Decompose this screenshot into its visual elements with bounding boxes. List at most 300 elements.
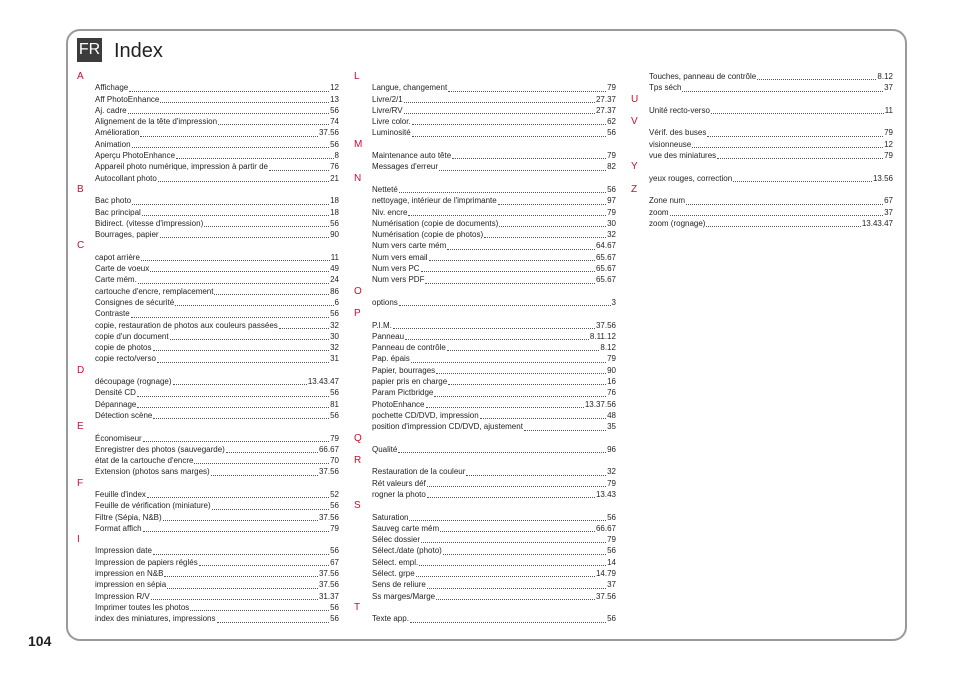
- index-entry-page: 37.56: [318, 580, 339, 590]
- index-entry-page: 18: [330, 196, 339, 206]
- dot-leader: [499, 225, 606, 227]
- section-letter: I: [77, 534, 80, 546]
- index-entry-page: 56: [330, 105, 339, 115]
- index-entry-page: 37.56: [318, 128, 339, 138]
- index-entry-page: 56: [330, 309, 339, 319]
- index-entry: [631, 218, 893, 229]
- index-entry-page: 37.56: [318, 512, 339, 522]
- dot-leader: [524, 429, 606, 431]
- index-entry-term: Livre/RV: [372, 105, 403, 115]
- index-entry-term: Numérisation (copie de photos): [372, 230, 484, 240]
- index-entry-page: 52: [330, 489, 339, 499]
- index-entry-page: 81: [330, 399, 339, 409]
- index-entry-page: 66.67: [318, 444, 339, 454]
- index-entry-term: vue des miniatures: [649, 151, 717, 161]
- index-entry-page: 30: [607, 218, 616, 228]
- dot-leader: [421, 270, 595, 272]
- index-entry: [631, 139, 893, 150]
- index-entry: [77, 444, 339, 455]
- section-letter: Y: [631, 161, 638, 173]
- dot-leader: [128, 112, 330, 114]
- index-entry: [77, 557, 339, 568]
- dot-leader: [163, 519, 318, 521]
- index-entry-page: 64.67: [595, 241, 616, 251]
- index-entry-term: Vérif. des buses: [649, 128, 707, 138]
- index-entry-term: Papier, bourrages: [372, 365, 436, 375]
- index-entry: [354, 545, 616, 556]
- index-entry-term: copie recto/verso: [95, 354, 156, 364]
- index-entry-page: 12: [330, 83, 339, 93]
- index-entry-term: Impression de papiers réglés: [95, 557, 198, 567]
- index-entry-page: 67: [330, 557, 339, 567]
- index-entry-page: 79: [330, 523, 339, 533]
- index-entry-term: Messages d'erreur: [372, 162, 438, 172]
- index-entry-term: Carte de voeux: [95, 264, 150, 274]
- section-letter: E: [77, 421, 84, 433]
- index-entry: [354, 466, 616, 477]
- index-entry-term: découpage (rognage): [95, 377, 172, 387]
- index-entry-page: 56: [330, 602, 339, 612]
- dot-leader: [140, 135, 318, 137]
- dot-leader: [484, 236, 606, 238]
- index-entry-page: 6: [334, 297, 339, 307]
- index-entry-term: Dépannage: [95, 399, 137, 409]
- index-entry: [354, 127, 616, 138]
- index-entry-term: Sélec dossier: [372, 535, 421, 545]
- index-entry-term: Num vers PDF: [372, 275, 425, 285]
- index-entry-term: visionneuse: [649, 139, 692, 149]
- index-entry-term: Extension (photos sans marges): [95, 467, 210, 477]
- index-entry-term: Maintenance auto tête: [372, 151, 452, 161]
- index-entry-page: 65.67: [595, 275, 616, 285]
- index-entry-term: Appareil photo numérique, impression à partir de: [95, 162, 268, 172]
- section-letter: R: [354, 455, 362, 467]
- index-entry-term: PhotoEnhance: [372, 399, 425, 409]
- index-entry-term: Rét valeurs déf: [372, 478, 426, 488]
- dot-leader: [447, 248, 595, 250]
- page-number: 104: [28, 633, 52, 649]
- index-entry: [354, 489, 616, 500]
- index-entry: [631, 105, 893, 116]
- index-entry-term: Niv. encre: [372, 207, 408, 217]
- dot-leader: [175, 304, 333, 306]
- section-letter: U: [631, 93, 639, 105]
- index-entry-page: 56: [607, 184, 616, 194]
- index-entry-page: 11: [330, 252, 339, 262]
- index-entry-term: Contraste: [95, 309, 130, 319]
- index-entry-term: Panneau: [372, 331, 405, 341]
- dot-leader: [398, 451, 606, 453]
- index-entry: [354, 195, 616, 206]
- index-entry: [354, 240, 616, 251]
- index-entry-page: 79: [330, 433, 339, 443]
- dot-leader: [405, 338, 589, 340]
- section-letter: C: [77, 240, 85, 252]
- language-badge: FR: [77, 38, 102, 62]
- index-entry: [77, 433, 339, 444]
- index-entry: [77, 500, 339, 511]
- index-entry-page: 13.43: [595, 489, 616, 499]
- index-entry: [77, 308, 339, 319]
- index-entry-term: capot arrière: [95, 252, 140, 262]
- index-entry-term: zoom: [649, 207, 669, 217]
- index-entry-page: 56: [607, 546, 616, 556]
- index-entry-page: 14: [607, 557, 616, 567]
- index-entry-page: 21: [330, 173, 339, 183]
- dot-leader: [408, 214, 606, 216]
- index-entry-page: 18: [330, 207, 339, 217]
- index-entry: [77, 410, 339, 421]
- index-entry: [354, 376, 616, 387]
- index-entry-term: Num vers email: [372, 252, 428, 262]
- index-entry-page: 13: [330, 94, 339, 104]
- page-title: Index: [114, 40, 163, 62]
- index-entry-page: 32: [330, 320, 339, 330]
- index-entry-page: 82: [607, 162, 616, 172]
- dot-leader: [399, 304, 611, 306]
- index-entry: [77, 591, 339, 602]
- dot-leader: [733, 180, 872, 182]
- index-entry-page: 56: [330, 139, 339, 149]
- section-letter: L: [354, 71, 360, 82]
- dot-leader: [138, 282, 329, 284]
- dot-leader: [269, 169, 329, 171]
- index-entry-term: copie de photos: [95, 343, 152, 353]
- index-entry-page: 16: [607, 377, 616, 387]
- dot-leader: [137, 395, 329, 397]
- index-entry-page: 37.56: [318, 467, 339, 477]
- index-entry-term: Affichage: [95, 83, 129, 93]
- index-entry-term: Détection scène: [95, 410, 153, 420]
- dot-leader: [132, 203, 329, 205]
- index-entry-term: copie, restauration de photos aux couleurs passées: [95, 320, 278, 330]
- index-entry-term: Bac principal: [95, 207, 141, 217]
- dot-leader: [214, 293, 329, 295]
- index-entry-page: 8: [334, 151, 339, 161]
- index-entry-page: 79: [607, 354, 616, 364]
- dot-leader: [160, 236, 330, 238]
- dot-leader: [143, 530, 330, 532]
- dot-leader: [212, 508, 329, 510]
- index-entry-term: Sélect. empl.: [372, 557, 419, 567]
- index-entry-term: Param Pictbridge: [372, 388, 434, 398]
- dot-leader: [137, 406, 329, 408]
- index-entry-page: 65.67: [595, 252, 616, 262]
- index-entry-page: 37.56: [595, 320, 616, 330]
- dot-leader: [443, 553, 606, 555]
- index-entry: [354, 184, 616, 195]
- dot-leader: [436, 372, 606, 374]
- index-entry-term: Alignement de la tête d'impression: [95, 117, 218, 127]
- index-entry-page: 31: [330, 354, 339, 364]
- index-entry: [354, 353, 616, 364]
- index-entry-term: Enregistrer des photos (sauvegarde): [95, 444, 225, 454]
- dot-leader: [218, 123, 329, 125]
- section-letter: N: [354, 172, 362, 184]
- section-letter: Z: [631, 183, 638, 195]
- index-entry-page: 74: [330, 117, 339, 127]
- dot-leader: [129, 90, 329, 92]
- index-entry-page: 32: [607, 467, 616, 477]
- index-entry: [77, 353, 339, 364]
- index-entry: [354, 523, 616, 534]
- dot-leader: [427, 485, 606, 487]
- index-entry-page: 31.37: [318, 591, 339, 601]
- index-entry: [77, 173, 339, 184]
- dot-leader: [466, 474, 606, 476]
- dot-leader: [439, 169, 606, 171]
- index-entry: [631, 173, 893, 184]
- index-entry-page: 56: [330, 614, 339, 624]
- index-entry: [354, 274, 616, 285]
- index-entry-page: 13.56: [872, 173, 893, 183]
- index-entry: [354, 591, 616, 602]
- index-entry: [354, 579, 616, 590]
- dot-leader: [707, 135, 883, 137]
- section-letter: Q: [354, 432, 362, 444]
- index-entry: [77, 161, 339, 172]
- index-entry-term: Luminosité: [372, 128, 411, 138]
- index-entry: [77, 218, 339, 229]
- dot-leader: [158, 180, 329, 182]
- index-entry-term: Zone num: [649, 196, 686, 206]
- index-entry-term: yeux rouges, correction: [649, 173, 733, 183]
- index-entry-page: 79: [607, 83, 616, 93]
- index-entry: [77, 512, 339, 523]
- section-letter: A: [77, 71, 84, 82]
- index-entry-page: 48: [607, 410, 616, 420]
- index-entry: [354, 512, 616, 523]
- index-entry: [77, 127, 339, 138]
- index-entry-page: 30: [330, 331, 339, 341]
- index-entry-term: Aperçu PhotoEnhance: [95, 151, 176, 161]
- dot-leader: [436, 598, 595, 600]
- dot-leader: [199, 564, 329, 566]
- index-entry: [77, 297, 339, 308]
- index-entry: [77, 150, 339, 161]
- dot-leader: [440, 530, 595, 532]
- index-entry-term: impression en sépia: [95, 580, 167, 590]
- index-entry: [77, 286, 339, 297]
- dot-leader: [670, 214, 884, 216]
- dot-leader: [447, 349, 600, 351]
- dot-leader: [204, 225, 329, 227]
- index-entry: [354, 105, 616, 116]
- dot-leader: [757, 78, 876, 80]
- index-entry: [354, 410, 616, 421]
- index-entry: [354, 161, 616, 172]
- index-entry-term: Densité CD: [95, 388, 136, 398]
- index-entry: [354, 116, 616, 127]
- index-entry-page: 76: [607, 388, 616, 398]
- index-entry-term: Animation: [95, 139, 131, 149]
- index-entry: [354, 399, 616, 410]
- index-entry-term: index des miniatures, impressions: [95, 614, 216, 624]
- index-entry-term: Feuille d'index: [95, 489, 146, 499]
- dot-leader: [498, 203, 606, 205]
- index-entry: [354, 263, 616, 274]
- index-entry-page: 56: [607, 512, 616, 522]
- index-entry-term: Impression R/V: [95, 591, 150, 601]
- dot-leader: [153, 417, 329, 419]
- index-entry-page: 56: [330, 410, 339, 420]
- index-entry-term: Bidirect. (vitesse d'impression): [95, 218, 204, 228]
- index-entry-term: Sélect./date (photo): [372, 546, 442, 556]
- index-entry-term: P.I.M.: [372, 320, 392, 330]
- dot-leader: [393, 327, 595, 329]
- index-entry: [354, 94, 616, 105]
- index-entry: [354, 534, 616, 545]
- section-letter: P: [354, 308, 361, 320]
- dot-leader: [167, 587, 318, 589]
- section-letter: V: [631, 116, 638, 128]
- index-entry: [354, 297, 616, 308]
- index-entry: [354, 218, 616, 229]
- dot-leader: [427, 587, 606, 589]
- index-entry: [77, 263, 339, 274]
- index-entry: [77, 399, 339, 410]
- dot-leader: [421, 541, 606, 543]
- index-entry-page: 13.43.47: [307, 377, 339, 387]
- index-entry-page: 37: [884, 207, 893, 217]
- index-entry: [77, 82, 339, 93]
- index-entry-page: 97: [607, 196, 616, 206]
- index-entry-term: papier pris en charge: [372, 377, 448, 387]
- index-entry: [77, 545, 339, 556]
- dot-leader: [711, 112, 884, 114]
- index-entry-term: Économiseur: [95, 433, 142, 443]
- dot-leader: [452, 157, 606, 159]
- index-entry-term: Livre/2/1: [372, 94, 403, 104]
- index-entry: [354, 557, 616, 568]
- index-entry-page: 70: [330, 456, 339, 466]
- index-entry-term: Autocollant photo: [95, 173, 157, 183]
- dot-leader: [410, 621, 606, 623]
- dot-leader: [160, 101, 329, 103]
- dot-leader: [173, 383, 307, 385]
- index-entry-page: 32: [607, 230, 616, 240]
- index-entry-page: 90: [607, 365, 616, 375]
- section-letter: M: [354, 138, 363, 150]
- index-entry: [77, 320, 339, 331]
- index-entry: [631, 127, 893, 138]
- index-entry-page: 79: [607, 478, 616, 488]
- index-entry-term: zoom (rognage): [649, 218, 706, 228]
- index-entry-term: Impression date: [95, 546, 152, 556]
- dot-leader: [429, 259, 595, 261]
- index-entry: [77, 105, 339, 116]
- dot-leader: [142, 214, 329, 216]
- dot-leader: [425, 282, 595, 284]
- dot-leader: [419, 564, 606, 566]
- index-entry: [354, 342, 616, 353]
- index-entry: [354, 207, 616, 218]
- index-entry-term: Pap. épais: [372, 354, 410, 364]
- index-entry: [77, 466, 339, 477]
- index-entry-term: Num vers PC: [372, 264, 420, 274]
- index-entry-page: 37.56: [595, 591, 616, 601]
- index-entry: [77, 139, 339, 150]
- index-entry-page: 35: [607, 422, 616, 432]
- index-entry: [631, 195, 893, 206]
- index-entry-term: Numérisation (copie de documents): [372, 218, 499, 228]
- dot-leader: [411, 361, 606, 363]
- index-entry: [77, 387, 339, 398]
- index-entry-page: 65.67: [595, 264, 616, 274]
- index-entry-page: 79: [607, 535, 616, 545]
- index-entry-page: 8.12: [600, 343, 616, 353]
- index-entry-term: Langue, changement: [372, 83, 448, 93]
- index-entry-term: Num vers carte mém: [372, 241, 447, 251]
- index-entry-page: 56: [330, 501, 339, 511]
- index-entry: [354, 387, 616, 398]
- index-entry-page: 11: [884, 105, 893, 115]
- index-entry-term: Ss marges/Marge: [372, 591, 436, 601]
- index-entry-page: 76: [330, 162, 339, 172]
- index-entry: [631, 207, 893, 218]
- dot-leader: [706, 225, 860, 227]
- index-entry: [354, 478, 616, 489]
- index-entry-page: 37.56: [318, 569, 339, 579]
- index-entry-page: 56: [330, 546, 339, 556]
- section-letter: T: [354, 601, 361, 613]
- index-entry: [354, 150, 616, 161]
- index-entry-page: 86: [330, 286, 339, 296]
- index-entry: [77, 94, 339, 105]
- index-entry-term: impression en N&B: [95, 569, 164, 579]
- index-entry-term: Sauveg carte mém: [372, 523, 440, 533]
- section-letter: O: [354, 285, 362, 297]
- index-entry: [354, 229, 616, 240]
- dot-leader: [448, 90, 606, 92]
- index-entry: [631, 150, 893, 161]
- index-entry: [354, 320, 616, 331]
- index-entry: [77, 342, 339, 353]
- dot-leader: [682, 90, 883, 92]
- dot-leader: [448, 383, 606, 385]
- index-entry-term: Aj. cadre: [95, 105, 127, 115]
- index-entry-term: Consignes de sécurité: [95, 297, 175, 307]
- index-entry: [77, 116, 339, 127]
- index-column-1: [77, 71, 339, 625]
- index-entry-term: Bourrages, papier: [95, 230, 159, 240]
- dot-leader: [176, 157, 333, 159]
- index-entry: [77, 602, 339, 613]
- index-column-3: [631, 71, 893, 229]
- index-entry-term: cartouche d'encre, remplacement: [95, 286, 214, 296]
- index-entry: [77, 207, 339, 218]
- index-entry-page: 13.37.56: [584, 399, 616, 409]
- index-entry-page: 13.43.47: [861, 218, 893, 228]
- dot-leader: [412, 135, 606, 137]
- index-entry-term: Imprimer toutes les photos: [95, 602, 190, 612]
- index-entry: [77, 376, 339, 387]
- index-entry-term: Sens de reliure: [372, 580, 426, 590]
- index-entry: [354, 613, 616, 624]
- index-entry: [354, 252, 616, 263]
- index-entry: [77, 229, 339, 240]
- index-entry-term: nettoyage, intérieur de l'imprimante: [372, 196, 497, 206]
- index-entry: [77, 252, 339, 263]
- index-entry-term: Panneau de contrôle: [372, 343, 446, 353]
- index-entry-term: Bac photo: [95, 196, 132, 206]
- index-entry: [77, 455, 339, 466]
- index-entry-page: 14.79: [595, 569, 616, 579]
- section-letter: F: [77, 477, 84, 489]
- dot-leader: [143, 440, 329, 442]
- dot-leader: [686, 203, 883, 205]
- index-entry-term: Format affich: [95, 523, 142, 533]
